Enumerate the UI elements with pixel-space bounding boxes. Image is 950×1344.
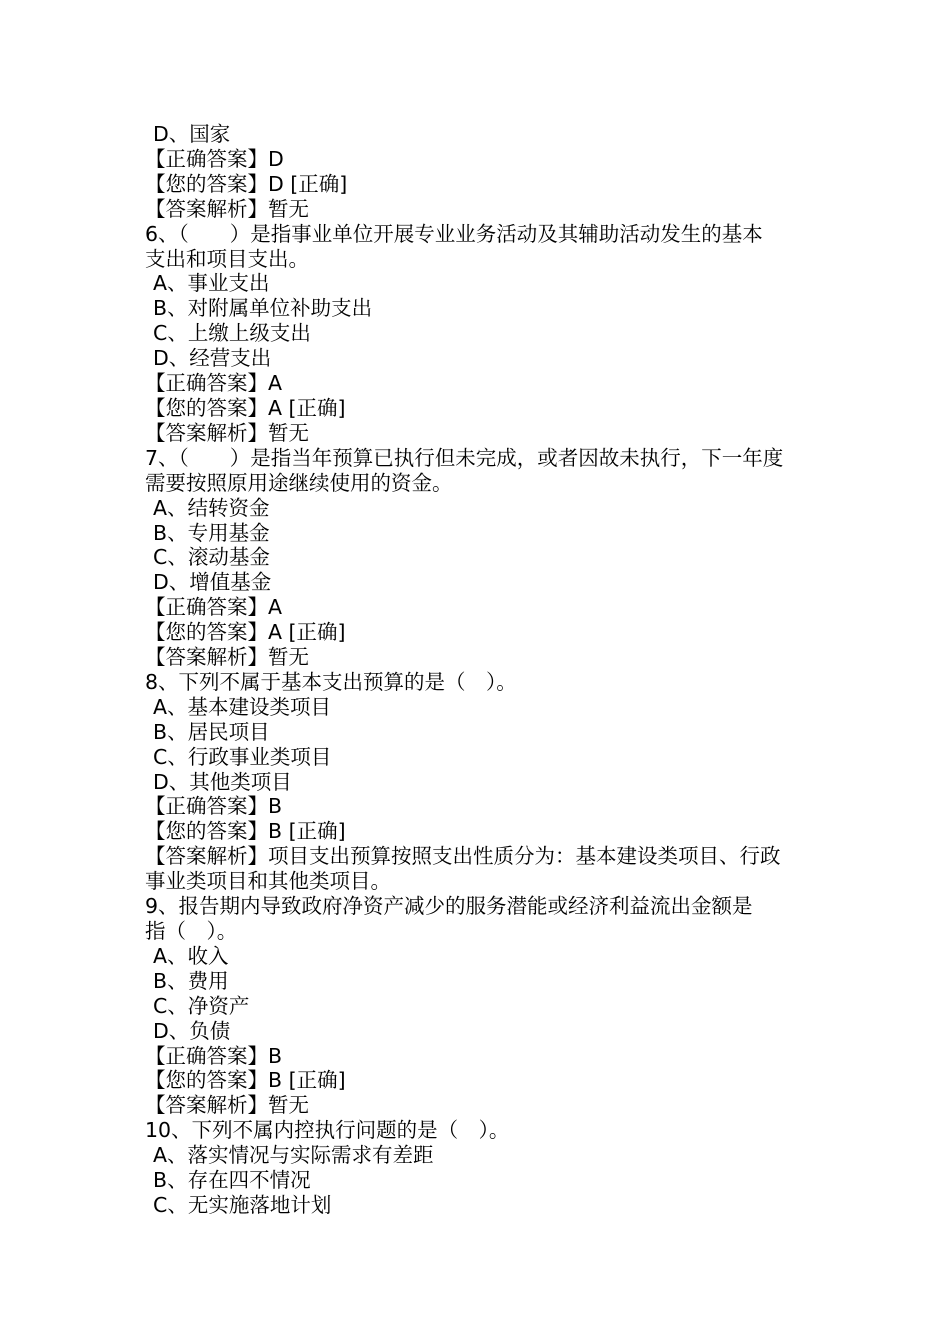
answer-meta: 【答案解析】暂无	[145, 1093, 309, 1118]
answer-meta: 【答案解析】暂无	[145, 420, 309, 445]
answer-option: B、对附属单位补助支出	[153, 296, 373, 321]
answer-option: D、负债	[153, 1018, 231, 1043]
answer-option: B、费用	[153, 968, 229, 993]
answer-meta: 【您的答案】B [正确]	[145, 1068, 346, 1093]
answer-option: B、专用基金	[153, 520, 270, 545]
answer-option: B、居民项目	[153, 719, 270, 744]
answer-option: C、净资产	[153, 993, 250, 1018]
answer-meta: 【您的答案】D [正确]	[145, 171, 348, 196]
answer-meta: 【您的答案】A [正确]	[145, 395, 346, 420]
answer-option: A、结转资金	[153, 495, 270, 520]
answer-option: C、行政事业类项目	[153, 744, 332, 769]
answer-meta: 【正确答案】A	[145, 371, 283, 396]
answer-option: A、落实情况与实际需求有差距	[153, 1143, 434, 1168]
question-text: 9、报告期内导致政府净资产减少的服务潜能或经济利益流出金额是	[145, 894, 753, 919]
answer-meta: 【答案解析】项目支出预算按照支出性质分为：基本建设类项目、行政	[145, 844, 781, 869]
question-text: 10、下列不属内控执行问题的是（ ）。	[145, 1118, 510, 1143]
answer-meta: 【答案解析】暂无	[145, 196, 309, 221]
answer-meta: 【正确答案】A	[145, 595, 283, 620]
answer-option: A、基本建设类项目	[153, 694, 332, 719]
answer-option: C、上缴上级支出	[153, 321, 311, 346]
answer-meta: 【正确答案】B	[145, 1043, 283, 1068]
answer-option: B、存在四不情况	[153, 1168, 311, 1193]
question-text: 需要按照原用途继续使用的资金。	[145, 470, 453, 495]
answer-option: C、无实施落地计划	[153, 1192, 332, 1217]
question-text: 7、（ ）是指当年预算已执行但未完成，或者因故未执行，下一年度	[145, 445, 784, 470]
answer-meta: 【您的答案】B [正确]	[145, 819, 346, 844]
answer-meta: 【正确答案】B	[145, 794, 283, 819]
answer-meta: 【您的答案】A [正确]	[145, 620, 346, 645]
question-text: 8、下列不属于基本支出预算的是（ ）。	[145, 669, 517, 694]
answer-option: D、其他类项目	[153, 769, 292, 794]
document-page	[145, 122, 810, 1218]
question-text: 6、（ ）是指事业单位开展专业业务活动及其辅助活动发生的基本	[145, 221, 763, 246]
answer-option: A、收入	[153, 943, 229, 968]
question-text: 支出和项目支出。	[145, 246, 309, 271]
question-text: 指（ ）。	[145, 919, 238, 943]
answer-option: D、国家	[153, 122, 231, 146]
answer-option: C、滚动基金	[153, 545, 270, 570]
answer-option: A、事业支出	[153, 271, 270, 296]
answer-meta: 【答案解析】暂无	[145, 645, 309, 670]
answer-meta: 事业类项目和其他类项目。	[145, 869, 391, 894]
answer-option: D、经营支出	[153, 346, 272, 371]
answer-option: D、增值基金	[153, 570, 272, 595]
answer-meta: 【正确答案】D	[145, 146, 284, 171]
